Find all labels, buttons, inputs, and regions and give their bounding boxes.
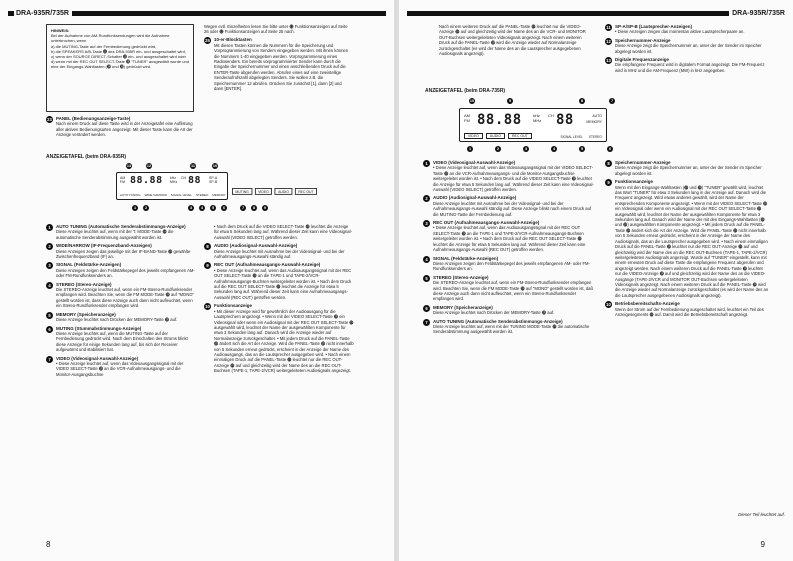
right-column-2-top xyxy=(605,24,765,76)
item-text: • Diese Anzeige leuchtet auf, wenn das Audioausgangssignal mit der REC OUT SELECT-Taste ⓳ an die TAPE-1 und TAPE-2/VCR-Aufnahmeausgangs-Buchsen weitergeleitet worden ist. • Nach dem Druck auf die REC OUT SELECT-Taste ⓳ leuchtet die Anzeige für etwa 5 Sekunden lang auf. Während dieser Zeit kann eine Aufnahmeausgangs-Auswahl (REC OUT) getroffen werden. xyxy=(214,267,352,300)
callout-badge: 12 xyxy=(146,164,152,168)
list-item xyxy=(204,303,354,373)
signal-level-label: SIGNAL LEVEL xyxy=(560,135,583,139)
callout-badge: 1 xyxy=(133,206,137,210)
item-number-badge: 10 xyxy=(606,302,611,308)
item-number-badge: 2 xyxy=(46,243,53,250)
callout-badge: 9 xyxy=(263,206,267,210)
list-item xyxy=(46,356,196,378)
item-title: AUDIO (Audiosignal-Auswahl-Anzeige) xyxy=(214,243,298,249)
ch-label: CH xyxy=(181,176,187,180)
list-item xyxy=(46,326,196,353)
memory-label: MEMORY xyxy=(586,120,602,124)
item-number-badge: 1 xyxy=(46,224,53,231)
item-text: • Diese Anzeige leuchtet auf, wenn das Videoausgangssignal mit der VIDEO SELECT-Taste ⓳ an die VCR-Aufnahmeausgangs- und die Monitor-Ausgangsbuchse xyxy=(56,360,184,377)
item-number-badge: 23 xyxy=(47,117,52,122)
item-text: Die empfangene Frequenz wird in digitalem Format angezeigt. Die FM-Frequenz wird in MHz und die AM-Frequenz (MW) in kHz angegeben. xyxy=(615,62,765,73)
item-title: MUTING (Stummabstimmungs-Anzeige) xyxy=(56,325,142,331)
item-number-badge: 8 xyxy=(605,160,612,167)
list-item xyxy=(423,220,595,252)
item-number-badge: 4 xyxy=(423,256,430,263)
left-display-panel xyxy=(116,172,228,200)
list-item xyxy=(423,160,595,192)
item-number-badge: 13 xyxy=(606,58,611,64)
panel-item xyxy=(46,116,196,141)
callout-badge: 6 xyxy=(222,206,226,210)
video-indicator: VIDEO xyxy=(255,188,272,195)
item-number-badge: 7 xyxy=(423,319,430,326)
callout-badge: 6 xyxy=(608,147,612,151)
callout-badge: 7 xyxy=(610,99,614,103)
list-item xyxy=(423,319,595,335)
item-number-badge: 10 xyxy=(205,304,210,310)
item-text: • Diese Anzeigen zeigen das momentan aktive Lautsprecherpaare an. xyxy=(615,29,745,35)
item-title: REC OUT (Aufnahmeausgangs-Auswahl-Anzeige) xyxy=(214,262,321,268)
right-items-column xyxy=(423,160,595,338)
item-title: Betriebsbereitschafts-Anzeige xyxy=(615,301,680,307)
left-column-2-top xyxy=(204,24,352,94)
item-text: Diese Anzeigen zeigen das jeweilige mit der IF-BAND-Taste ⓳ gewählte Zwischenfrequenzband (IF) an. xyxy=(56,248,191,260)
right-display-panel xyxy=(459,108,607,142)
hinweis-line: c) wenn der SOURCE DIRECT-Schalter ⓭ ein- und ausgeschaltet wird oder xyxy=(51,54,186,60)
list-item xyxy=(605,301,769,317)
stereo-label: STEREO xyxy=(588,135,602,139)
list-item xyxy=(605,179,769,298)
item-number-badge: 7 xyxy=(46,356,53,363)
item-title: SIGNAL (Feldstärke-Anzeigen) xyxy=(56,262,122,268)
item-number-badge: 6 xyxy=(46,326,53,333)
item-text: Diese Anzeigen zeigen den Feldstärkepegel des jeweils empfangenen AM- oder FM-Rundfunksenders an. xyxy=(56,267,195,279)
left-display-bottom-callouts xyxy=(132,205,268,211)
fm-indicator: FM xyxy=(120,180,126,184)
list-item xyxy=(204,262,354,300)
item-title: AUTO TUNING (Automatische Senderabstimmungs-Anzeige) xyxy=(56,224,186,229)
item-number-badge: 8 xyxy=(204,243,211,250)
item-text: Die STEREO-Anzeige leuchtet auf, wenn ein FM-Stereo-Rundfunksender empfangen wird. Beachten Sie, wenn die FM MODE-Taste ⓳ auf "MONO" gestellt worden ist, dass diese Anzeige auch dann nicht aufleuchtet, wenn ein Stereo-Rundfunksender empfangen wird. xyxy=(56,287,194,309)
item-title: VIDEO (Videosignal-Auswahl-Anzeige) xyxy=(433,160,516,165)
list-item xyxy=(605,24,765,35)
item-title: Funktionsanzeige xyxy=(214,303,253,309)
callout-badge: 4 xyxy=(552,147,556,151)
item-text: Diese Anzeige zeigt die Speichernummer an, unter der der Sender im Speicher abgelegt worden ist. xyxy=(615,165,762,176)
item-title: 10-er-Blocktasten xyxy=(214,37,252,43)
callout-badge: 13 xyxy=(126,164,132,168)
left-display-buttons xyxy=(232,188,317,195)
item-number-badge: 1 xyxy=(423,160,430,167)
list-item xyxy=(423,195,595,217)
item-title: REC OUT (Aufnahmeausgangs-Auswahl-Anzeige) xyxy=(433,220,540,226)
item-text: Diese Anzeige zeigt die Speichernummer an, unter der der Sender im Speicher abgelegt worden ist. xyxy=(615,43,762,54)
left-column-2-items xyxy=(204,224,354,377)
item-number-badge: 9 xyxy=(605,179,612,186)
left-display-title: ANZEIGETAFEL (beim DRA-935R) xyxy=(46,154,127,160)
left-header-label: DRA-935R/735R xyxy=(16,10,69,17)
hinweis-line: Bei der Aufnahme von AM-Rundfunksendungen wird die Aufnahme unterbrochen, wenn xyxy=(51,33,170,44)
hinweis-box xyxy=(46,24,194,112)
item-text: Mit diesen Tasten können die Nummern für die Speicherung und Vorprogrammierung von Sendern eingegeben werden. Mit ihnen können die Nummern 1-40 eingegeben werden. Vorprogrammierung eines Radiosenders. Ein bereits vorprogrammierter Sender kann durch die Eingabe der Speichernummer und einen anschließenden Druck auf die ENTER-Taste abgerufen werden. Abrufen eines auf eine zweistellige Senderaufrufszahl abgelegten Senders. Sie wollen z.B. die Speichernummer 12 abrufen. Drücken Sie zunächst [1], dann [2] und dann [ENTER]. xyxy=(214,42,349,91)
right-display-title: ANZEIGETAFEL (beim DRA-735R) xyxy=(425,88,506,94)
item-title: VIDEO (Videosignal-Auswahl-Anzeige) xyxy=(56,355,139,361)
ch-label: CH xyxy=(548,113,554,118)
callout-badge: 3 xyxy=(524,147,528,151)
list-item xyxy=(46,312,196,323)
item-title: WIDE/NARROW (IF-Frequenzband-Anzeigen) xyxy=(56,243,152,249)
item-text: • Mit dieser Anzeige wird für gewöhnlich der Audioausgang für die Lautsprechern angezeigt. • Wenn mit der VIDEO SELECT-Taste ⓳ ein Videosignal oder wenn ein Audiosignal mit der REC OUT SELECT-Taste ⓳ ausgewählt wird, leuchtet der Name der ausgewählten Komponente für etwa 3 Sekunden lang auf. Danach wird die Anzeige wieder auf Normalanzeige zurückgeschaltet. • Mit jedem Druck auf die PANEL-Taste ⓳ ändert sich die Art der Anzeige. Wird die PANEL-Taste ⓳ nicht innerhalb von 5 Sekunden erneut gedrückt, erscheint in der Anzeige der Name des Audioausgangs, das an die Lautsprecher ausgegeben wird. • Nach einem einmaligen Druck auf die PANEL-Taste ⓳ leuchtet nur die REC OUT-Anzeige ⓳ auf und gleichzeitig wird der Name des an die REC OUT-Buchsen (TAPE-1, TAPE-2/VCR) weitergeleiteten Audiosignals angezeigt. xyxy=(214,308,354,374)
standby-segment-caption: Dieser Teil leuchtet auf. xyxy=(738,512,785,517)
auto-tuning-label: AUTO TUNING xyxy=(120,193,141,197)
signal-level-label: SIGNAL LEVEL xyxy=(170,193,192,197)
callout-badge: 4 xyxy=(200,206,204,210)
list-item xyxy=(423,305,595,316)
right-display-top-callouts xyxy=(469,98,615,104)
channel-digits: 88 xyxy=(556,112,574,128)
item-number-badge: 12 xyxy=(606,38,611,44)
list-item xyxy=(204,224,354,240)
item-text: Diese Anzeige leuchtet auf, wenn mit der T. MODE-Taste ⓮ die automatische Senderabstimmung ausgewählt worden ist. xyxy=(56,229,174,240)
list-item xyxy=(46,243,196,259)
item-number-badge: 4 xyxy=(46,282,53,289)
left-items-column xyxy=(46,224,196,380)
am-indicator: AM xyxy=(120,176,126,180)
callout-badge: 5 xyxy=(580,147,584,151)
stereo-label: STEREO xyxy=(195,193,209,197)
intro-text: Wegen evtl. Einzelheiten lesen Sie bitte unter ⓬ Funktionsanzeigen auf Seite 26 oder ⓬ Funktionsanzeigen auf Seite 25 nach. xyxy=(204,24,348,35)
frequency-digits: 88.88 xyxy=(130,175,163,186)
item-text: Diese Anzeige leuchtet mit Ausnahme bei der Videosignal- und bei der Aufnahmeausgangs-Auswahl ständig auf. xyxy=(214,248,345,260)
callout-badge: 1 xyxy=(468,147,472,151)
right-page xyxy=(399,0,793,561)
list-item xyxy=(46,224,196,240)
left-page xyxy=(0,0,394,561)
item-number-badge: 25 xyxy=(205,38,210,44)
item-title: Speichernummer-Anzeige xyxy=(615,37,671,43)
list-item xyxy=(204,37,352,91)
item-number-badge: 5 xyxy=(46,312,53,319)
item-title: MEMORY (Speicheranzeige) xyxy=(56,311,116,317)
item-number-badge: 2 xyxy=(423,195,430,202)
left-page-header xyxy=(8,10,386,17)
list-item xyxy=(46,262,196,278)
callout-badge: 2 xyxy=(144,206,148,210)
mhz-label: MHz xyxy=(533,118,542,123)
wide-narrow-label: WIDE NARROW xyxy=(144,193,167,197)
item-number-badge: 3 xyxy=(423,220,430,227)
channel-digits: 88 xyxy=(188,175,202,186)
khz-label: kHz xyxy=(170,176,177,180)
intro-text: Nach einem weiteren Druck auf die PANEL-Taste ⓳ leuchtet nur die VIDEO-Anzeige ⓳ auf und gleichzeitig wird der Name des an die VCR- und MONITOR OUT-Buchsen weitergeleiteten Videosignals angezeigt. Nach einem weiteren Druck auf die PANEL-Taste ⓳ wird die Anzeige wieder auf Normalanzeige zurückgeschaltet (es wird der Name des an die Lautsprecher ausgegebenen Audiosignals angezeigt). xyxy=(439,24,586,57)
page-number: 9 xyxy=(760,540,765,549)
item-text: Die STEREO-Anzeige leuchtet auf, wenn ein FM-Stereo-Rundfunksender empfangen wird. Beachten Sie, wenn die FM MODE-Taste ⓳ auf "MONO" gestellt worden ist, daß diese Anzeige auch dann nicht aufleuchtet, wenn ein Stereo-Rundfunksender empfangen wird. xyxy=(433,280,594,302)
item-title: Funktionsanzeige xyxy=(615,179,654,185)
callout-badge: 10 xyxy=(469,99,475,103)
hinweis-line: a) die MUTING-Taste auf der Fernbedienung gedrückt wird, xyxy=(51,43,157,49)
rec-out-indicator: REC OUT xyxy=(508,133,532,139)
item-number-badge: 9 xyxy=(204,262,211,269)
header-mark xyxy=(8,11,14,16)
list-item xyxy=(605,57,765,73)
mhz-label: MHz xyxy=(170,180,178,184)
item-number-badge: 5 xyxy=(423,275,430,282)
item-title: SP-A/SP-B (Lautsprecher-Anzeigen) xyxy=(615,24,693,29)
list-item xyxy=(605,160,769,176)
item-text: • Diese Anzeige leuchtet auf, wenn das Videoausgangssignal mit der VIDEO SELECT-Taste ⓳ an die VCR-Aufnahmeausgangs- und die Monitor-Ausgangsbuchse weitergeleitet worden ist. • Nach dem Druck auf die VIDEO SELECT-Taste ⓳ leuchtet die Anzeige für etwa 5 Sekunden lang auf. Während dieser Zeit kann eine Videosignal-Auswahl (VIDEO SELECT) getroffen werden. xyxy=(433,165,594,193)
callout-badge: 11 xyxy=(190,164,195,168)
panel-item-text: Nach einem Druck auf diese Taste wird in der Anzeigetafel eine Auflistung aller aktiven Bedienungsarten angezeigt. Mit dieser Taste kann die Art der Anzeige verändert werden. xyxy=(56,121,193,138)
list-item xyxy=(46,282,196,309)
header-bar xyxy=(72,11,386,16)
list-item xyxy=(204,243,354,259)
item-number-badge: 11 xyxy=(606,25,611,30)
item-text: Diese Anzeige leuchtet auf, wenn die MUTING-Taste auf der Fernbedienung gedrückt wird. Nach dem Einschalten des Stroms blinkt diese Anzeige für einige Sekunden lang auf, bis sich der Receiver aufgewärmt und stabilisiert hat. xyxy=(56,330,188,353)
memory-label: MEMORY xyxy=(212,193,226,197)
right-display-bottom-callouts xyxy=(467,146,613,152)
auto-label: AUTO xyxy=(592,114,602,118)
item-number-badge: 3 xyxy=(46,262,53,269)
callout-badge: 2 xyxy=(496,147,500,151)
item-text: Diese Anzeige leuchtet nach Drücken der MEMORY-Taste ⓳ auf. xyxy=(56,317,178,323)
item-number-badge: 6 xyxy=(423,305,430,312)
item-text: Diese Anzeige leuchtet mit Ausnahme bei der Videosignal- und bei der Aufnahmeausgangs-Auswahl ständig auf. Diese Anzeige blinkt nach einem Druck auf die MUTING-Taste der Fernbedienung auf. xyxy=(433,200,592,217)
callout-badge: 8 xyxy=(580,99,584,103)
sp-b-indicator: SP-B xyxy=(209,180,218,184)
item-text: Wenn der Strom auf der Fernbedienung ausgeschaltet wird, leuchtet ein Teil des Anzeigesegments ⓳ auf. Damit wird die Betriebsbereitschaft angezeigt. xyxy=(615,306,764,317)
hinweis-line: b) die SPEAKERS A/B-Taste ⓫ des DRA-935R ein- und ausgeschaltet wird, xyxy=(51,48,186,54)
khz-label: kHz xyxy=(533,113,540,118)
sp-a-indicator: SP-A xyxy=(209,176,218,180)
right-column-2-items xyxy=(605,160,769,320)
right-column-1-top xyxy=(439,24,589,59)
item-text: • Diese Anzeige leuchtet auf, wenn das Audioausgangssignal mit der REC OUT SELECT-Taste ⓳ an die TAPE-1 und TAPE-2/VCR-Aufnahmeausgangs-Buchsen weitergeleitet worden ist. • Nach dem Druck auf die REC OUT SELECT-Taste ⓳ leuchtet die Anzeige für etwa 5 Sekunden lang auf. Während dieser Zeit kann eine Aufnahmeausgangs-Auswahl (REC OUT) getroffen werden. xyxy=(433,225,586,253)
item-text: Diese Anzeige leuchtet nach Drücken der MEMORY-Taste ⓳ auf. xyxy=(433,310,555,316)
item-title: STEREO (Stereo-Anzeige) xyxy=(433,274,489,280)
callout-badge: 3 xyxy=(189,206,193,210)
am-indicator: AM xyxy=(464,113,470,118)
item-title: AUDIO (Audiosignal-Auswahl-Anzeige) xyxy=(433,195,517,201)
item-title: STEREO (Stereo-Anzeige) xyxy=(56,281,112,287)
audio-indicator: AUDIO xyxy=(486,133,505,139)
right-header-label: DRA-935R/735R xyxy=(732,10,785,17)
page-number: 8 xyxy=(46,540,51,549)
callout-badge: 9 xyxy=(508,99,512,103)
audio-indicator: AUDIO xyxy=(275,188,293,195)
item-title: AUTO TUNING (Automatische Senderabstimmungs-Anzeige) xyxy=(433,318,563,324)
item-text: Wenn mit den Eingangs-Wahltasten (⓳ und ⓳) "TUNER" gewählt wird, leuchtet das Wort "TUNER" für etwa 3 Sekunden lang in der Anzeige auf. Danach wird die Frequenz angezeigt. Wird etwas anderes gewählt, wird der Name der entsprechenden Komponente angezeigt. • Wenn mit der VIDEO SELECT-Taste ⓳ ein Videosignal oder wenn ein Audiosignal mit der REC OUT SELECT-Taste ⓳ ausgewählt wird, leuchtet der Name der ausgewählten Komponente für etwa 3 Sekunden lang auf. Danach wird der Name der mit den Eingangs-Wahltasten (⓳ und ⓳) ausgewählten Komponente angezeigt. • Mit jedem Druck auf die PANEL-Taste ⓳ ändert sich die Art der Anzeige. Wird die PANEL-Taste ⓳ nicht innerhalb von 5 Sekunden erneut gedrückt, erscheint in der Anzeige der Name des Audiosignals, das an die Lautsprecher ausgegeben wird. • Nach einem einmaligen Druck auf die PANEL-Taste ⓳ leuchtet nur die REC OUT-Anzeige ⓳ auf und gleichzeitig wird der Name des an die REC OUT-Buchsen (TAPE-1, TAPE-2/VCR) weitergeleiteten Audiosignals angezeigt. Wurde auf "TUNER" eingestellt, kann mit einem erneuten Druck auf diese Taste die empfangene Frequenz abgerufen und angezeigt werden. Nach einem weiteren Druck auf die PANEL-Taste ⓳ leuchtet nur die VIDEO-Anzeige ⓳ auf und gleichzeitig wird der Name des an die VIDEO-Ausgänge (TAPE-2/VCR und MONITOR OUT-Buchsen weitergeleiteten Videosignals angezeigt. Nach einem weiteren Druck auf die PANEL-Taste ⓳ wird die Anzeige wieder auf Normalanzeige zurückgeschaltet (es wird der Name des an die Lautsprecher ausgegebenen Audiosignals angezeigt). xyxy=(615,184,769,298)
video-indicator: VIDEO xyxy=(464,133,483,139)
list-item xyxy=(423,275,595,302)
item-title: Digitale Frequenzanzeige xyxy=(615,57,670,63)
hinweis-line: d) wenn mit der REC OUT SELECT-Taste ⓲ "TUNER" ausgewählt wurde und eine der Eingangs-Wahltasten (⓳ und ⓴) gedrückt wird. xyxy=(51,59,189,70)
item-title: Speichernummer-Anzeige xyxy=(615,160,671,165)
list-item xyxy=(423,256,595,272)
right-page-header xyxy=(407,10,785,17)
frequency-digits: 88.88 xyxy=(477,112,522,128)
item-title: MEMORY (Speicheranzeige) xyxy=(433,304,493,310)
callout-badge: 10 xyxy=(212,164,218,168)
hinweis-title: HINWEIS: xyxy=(51,28,70,33)
item-title: SIGNAL (Feldstärke-Anzeigen) xyxy=(433,255,499,261)
fm-indicator: FM xyxy=(464,118,470,123)
item-text: Diese Anzeigen zeigen den Feldstärkepegel des jeweils empfangenen AM- oder FM-Rundfunksenders an. xyxy=(433,260,590,272)
rec-out-indicator: REC OUT xyxy=(295,188,317,195)
muting-indicator: MUTING xyxy=(232,188,252,195)
item-text: Diese Anzeige leuchtet auf, wenn mit der TUNING MODE-Taste ⓳ die automatische Senderabstimmung ausgewählt worden ist. xyxy=(433,323,590,335)
panel-item-title: PANEL (Bedienungsanzeige-Taste) xyxy=(56,116,131,121)
callout-badge: 7 xyxy=(241,206,245,210)
header-bar xyxy=(407,11,729,16)
list-item xyxy=(605,38,765,54)
callout-badge: 8 xyxy=(252,206,256,210)
left-display-top-callouts xyxy=(126,163,218,169)
item-text: • Nach dem Druck auf die VIDEO SELECT-Taste ⓳ leuchtet die Anzeige für etwa 5 Sekunden lang auf. Während dieser Zeit kann eine Videosignal-Auswahl (VIDEO SELECT) getroffen werden. xyxy=(214,224,352,240)
callout-badge: 5 xyxy=(211,206,215,210)
